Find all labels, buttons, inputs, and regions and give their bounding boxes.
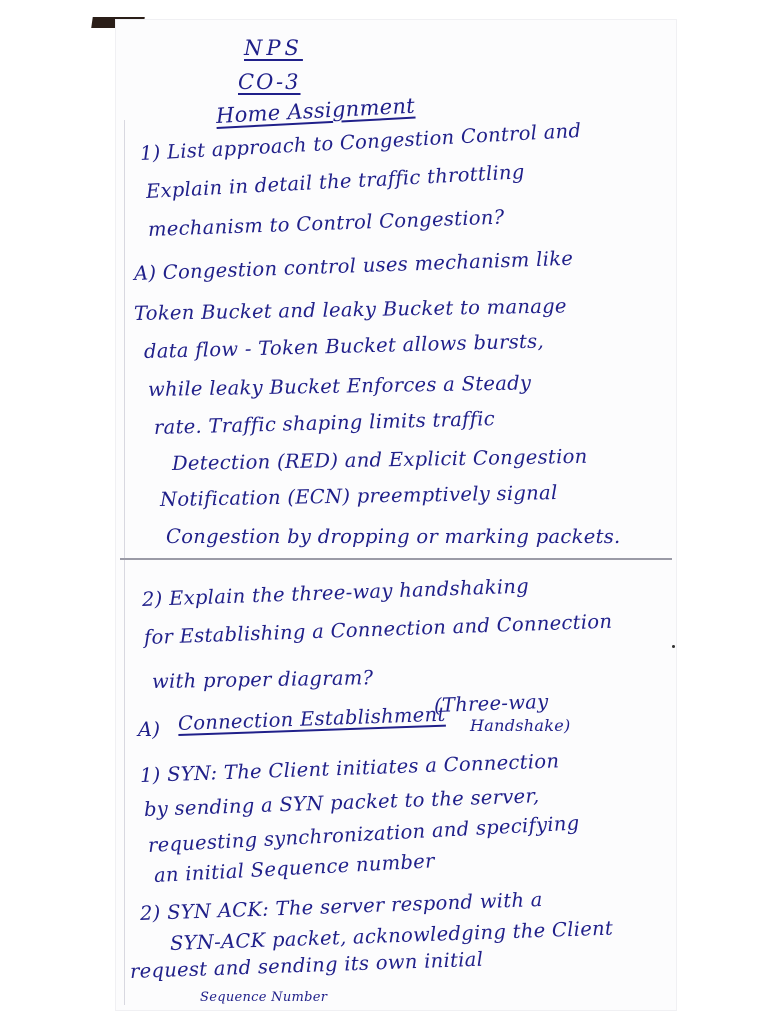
header-title: Home Assignment xyxy=(215,93,416,128)
stray-mark xyxy=(672,645,675,648)
q2-line-3: with proper diagram? xyxy=(151,666,374,693)
a2-heading: Connection Establishment xyxy=(177,702,446,735)
q1-line-2: Explain in detail the traffic throttling xyxy=(145,160,526,203)
a2-line-1: 1) SYN: The Client initiates a Connection xyxy=(139,749,560,787)
q1-line-3: mechanism to Control Congestion? xyxy=(147,205,505,241)
a2-heading-suffix: (Three-way xyxy=(433,690,549,717)
a2-line-7: request and sending its own initial xyxy=(129,947,484,983)
a2-line-6: SYN-ACK packet, acknowledging the Client xyxy=(169,916,614,955)
q1-line-1: 1) List approach to Congestion Control and xyxy=(139,118,582,165)
a1-line-3: data flow - Token Bucket allows bursts, xyxy=(143,329,545,363)
q2-line-1: 2) Explain the three-way handshaking xyxy=(141,574,530,611)
header-unit: CO-3 xyxy=(238,70,301,94)
a1-line-2: Token Bucket and leaky Bucket to manage xyxy=(133,294,567,325)
a1-line-6: Detection (RED) and Explicit Congestion xyxy=(171,444,588,475)
q2-line-2: for Establishing a Connection and Connection xyxy=(143,609,613,649)
a2-heading-prefix: A) xyxy=(138,718,161,741)
a2-line-4: an initial Sequence number xyxy=(153,849,436,887)
a2-line-5: 2) SYN ACK: The server respond with a xyxy=(139,887,544,925)
a2-last-line: Sequence Number xyxy=(200,990,328,1005)
a1-line-4: while leaky Bucket Enforces a Steady xyxy=(147,371,532,401)
margin-rule xyxy=(124,120,125,1005)
header-subject: NPS xyxy=(244,36,303,60)
section-divider xyxy=(120,558,672,560)
a2-line-3: requesting synchronization and specifying xyxy=(147,811,581,857)
a2-line-2: by sending a SYN packet to the server, xyxy=(143,784,540,821)
a1-line-5: rate. Traffic shaping limits traffic xyxy=(153,407,496,439)
a1-line-1: A) Congestion control uses mechanism like xyxy=(133,246,574,285)
a1-line-7: Notification (ECN) preemptively signal xyxy=(159,481,558,511)
a1-line-8: Congestion by dropping or marking packets. xyxy=(166,525,621,548)
a2-heading-suffix-2: Handshake) xyxy=(470,716,571,735)
